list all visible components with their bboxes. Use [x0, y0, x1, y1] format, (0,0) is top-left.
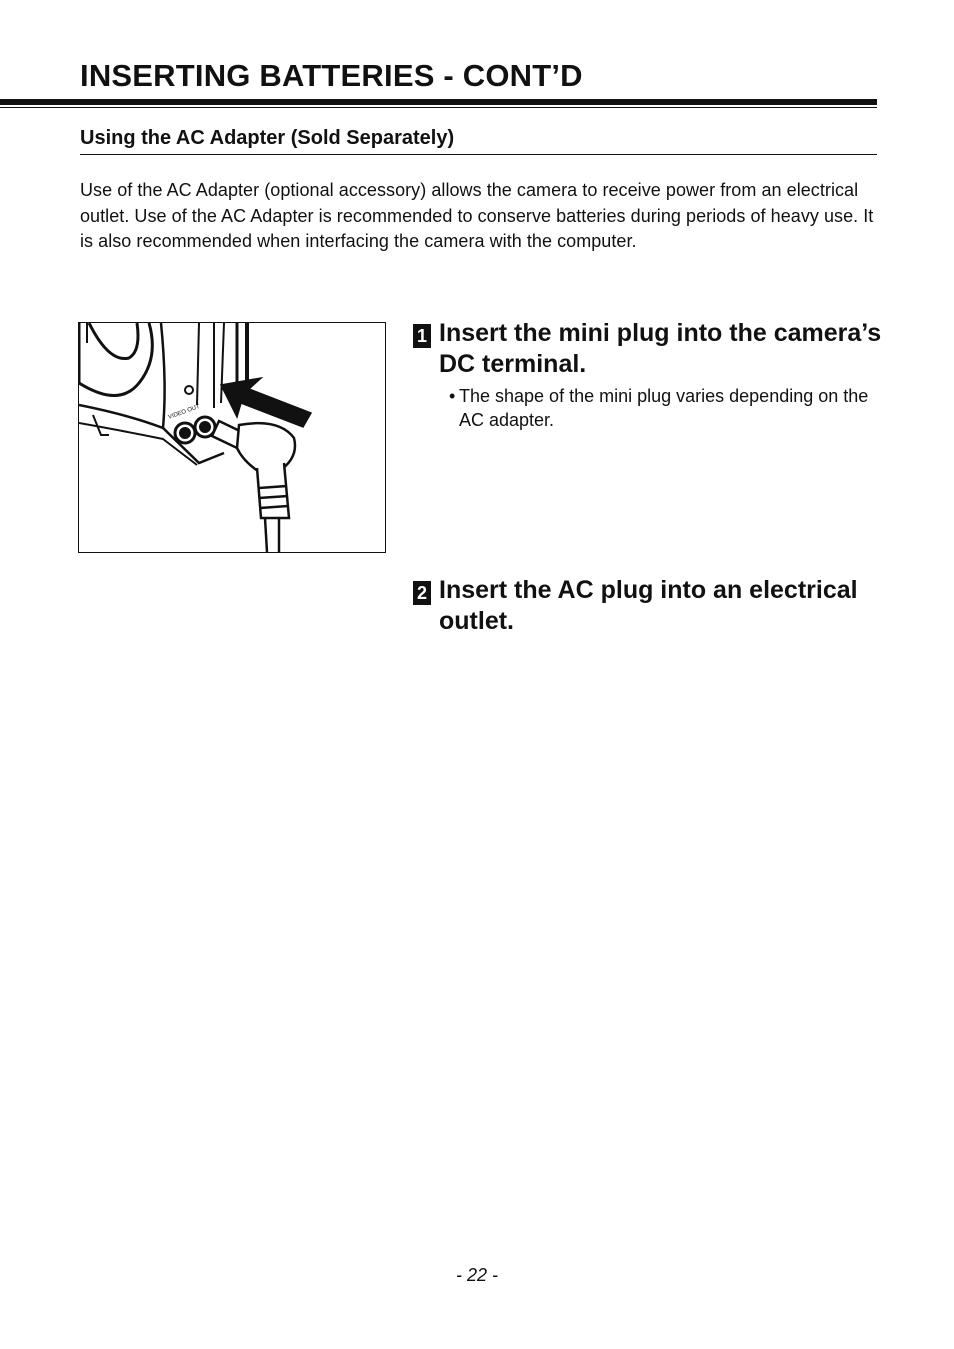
title-rule-thick — [0, 99, 877, 105]
step-title-1: Insert the mini plug into the camera’s DC terminal. — [439, 319, 882, 378]
step-1-note — [449, 384, 883, 432]
arrow-icon — [221, 378, 311, 427]
camera-body-icon — [79, 323, 247, 465]
camera-illustration — [78, 322, 386, 553]
page-title: INSERTING BATTERIES - CONT’D — [80, 58, 583, 93]
section-heading: Using the AC Adapter (Sold Separately) — [80, 127, 455, 149]
step-number-2: 2 — [413, 581, 431, 605]
step-title-2: Insert the AC plug into an electrical outlet. — [439, 576, 858, 635]
step-1-note-text: The shape of the mini plug varies depending on the AC adapter. — [459, 386, 869, 430]
title-rule-thin — [0, 107, 877, 108]
dc-plug-icon — [212, 421, 295, 552]
intro-paragraph: Use of the AC Adapter (optional accessory) allows the camera to receive power from an electrical outlet. Use of the AC Adapter is recommended to conserve batteries during periods of heavy use. It is also recommended when interfacing the camera with the computer. — [80, 180, 874, 251]
step-1 — [413, 318, 883, 432]
page-number: - 22 - — [455, 1265, 498, 1285]
bullet-icon: • — [449, 386, 456, 406]
step-2 — [413, 575, 883, 637]
section-rule — [80, 154, 877, 155]
step-number-1: 1 — [413, 324, 431, 348]
video-out-label: VIDEO OUT — [167, 403, 201, 421]
